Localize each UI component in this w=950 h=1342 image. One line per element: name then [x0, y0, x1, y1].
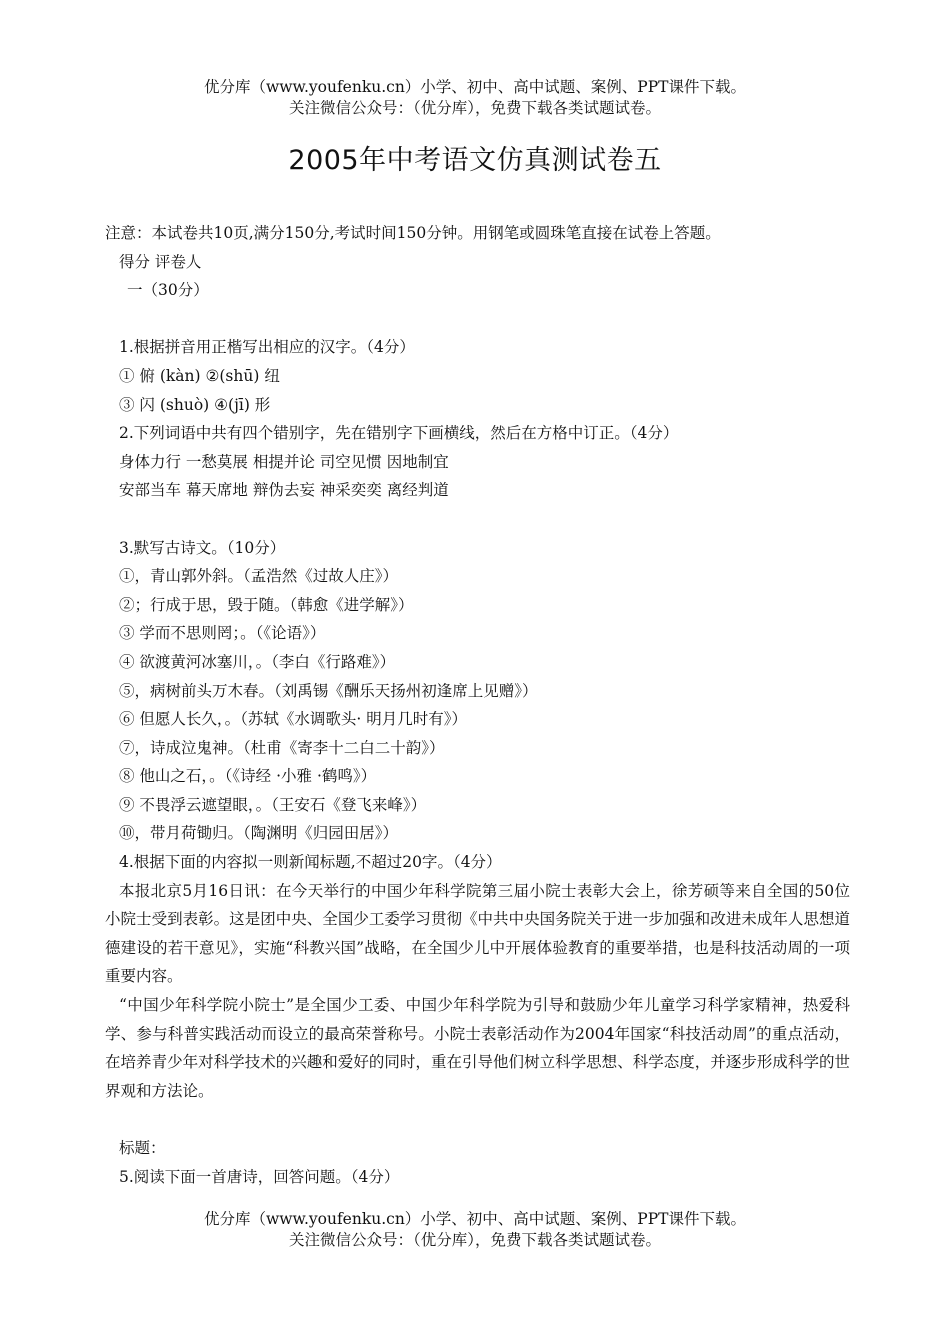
spacer: [105, 305, 850, 334]
headline-answer-label: 标题：: [119, 1139, 166, 1157]
question-3-stem: 3.默写古诗文。（10分）: [119, 538, 286, 557]
news-paragraph-2: “中国少年科学院小院士”是全国少工委、中国少年科学院为引导和鼓励少年儿童学习科学家精神，热爱科学、参与科普实践活动而设立的最高荣誉称号。小院士表彰活动作为2004年国家“科技活动周”的重点活动，在培养青少年对科学技术的兴趣和爱好的同时，重在引导他们树立科学思想、科学态度，并逐步形成科学的世界观和方法论。: [105, 996, 850, 1100]
page-footer: [0, 1209, 950, 1251]
question-2-line-2: 安部当车 幕天席地 辩伪去妄 神采奕奕 离经判道: [119, 481, 449, 500]
question-3-item: ⑩，带月荷锄归。（陶渊明《归园田居》）: [119, 824, 399, 843]
section-heading: 一（30分）: [127, 281, 209, 300]
exam-notice: 注意：本试卷共10页,满分150分,考试时间150分钟。用钢笔或圆珠笔直接在试卷上答题。: [105, 224, 721, 242]
spacer: [105, 1105, 850, 1134]
news-paragraph-1: 本报北京5月16日讯：在今天举行的中国少年科学院第三届小院士表彰大会上，徐芳硕等来自全国的50位小院士受到表彰。这是团中央、全国少工委学习贯彻《中共中央国务院关于进一步加强和改进未成年人思想道德建设的若干意见》，实施“科教兴国”战略，在全国少儿中开展体验教育的重要举措，也是科技活动周的一项重要内容。: [105, 881, 850, 986]
question-3-item: ⑦，诗成泣鬼神。（杜甫《寄李十二白二十韵》）: [119, 738, 445, 757]
score-label: 得分 评卷人: [119, 252, 202, 271]
question-4-stem: 4.根据下面的内容拟一则新闻标题,不超过20字。（4分）: [119, 853, 502, 872]
question-3-item: ⑨ 不畏浮云遮望眼，。（王安石《登飞来峰》）: [119, 795, 427, 814]
header-line-2: 关注微信公众号：（优分库），免费下载各类试题试卷。: [288, 99, 661, 117]
exam-body: [105, 219, 850, 1191]
question-1-line-1: ① 俯 (kàn) ②(shū) 纽: [119, 366, 280, 385]
question-3-item: ⑥ 但愿人长久，。（苏轼《水调歌头· 明月几时有》）: [119, 710, 468, 729]
question-3-item: ④ 欲渡黄河冰塞川，。（李白《行路难》）: [119, 652, 396, 671]
question-2-line-1: 身体力行 一愁莫展 相提并论 司空见惯 因地制宜: [119, 452, 449, 471]
question-3-item: ⑧ 他山之石，。（《诗经 ·小雅 ·鹤鸣》）: [119, 767, 377, 786]
footer-line-2: 关注微信公众号：（优分库），免费下载各类试题试卷。: [288, 1231, 661, 1249]
question-1-stem: 1.根据拼音用正楷写出相应的汉字。（4分）: [119, 338, 415, 357]
question-3-item: ⑤，病树前头万木春。（刘禹锡《酬乐天扬州初逢席上见赠》）: [119, 681, 538, 700]
spacer: [105, 505, 850, 534]
header-line-1: 优分库（www.youfenku.cn）小学、初中、高中试题、案例、PPT课件下载。: [203, 78, 747, 96]
footer-line-1: 优分库（www.youfenku.cn）小学、初中、高中试题、案例、PPT课件下载。: [203, 1210, 747, 1228]
question-3-item: ②；行成于思，毁于随。（韩愈《进学解》）: [119, 595, 414, 614]
question-3-item: ①，青山郭外斜。（孟浩然《过故人庄》）: [119, 567, 399, 586]
question-1-line-2: ③ 闪 (shuò) ④(jī) 形: [119, 395, 271, 414]
question-3-item: ③ 学而不思则罔；。（《论语》）: [119, 624, 326, 643]
page-header: [0, 77, 950, 119]
question-5-stem: 5.阅读下面一首唐诗，回答问题。（4分）: [119, 1167, 400, 1186]
question-2-stem: 2.下列词语中共有四个错别字，先在错别字下画横线，然后在方格中订正。（4分）: [119, 424, 679, 443]
exam-title: 2005年中考语文仿真测试卷五: [288, 145, 662, 176]
